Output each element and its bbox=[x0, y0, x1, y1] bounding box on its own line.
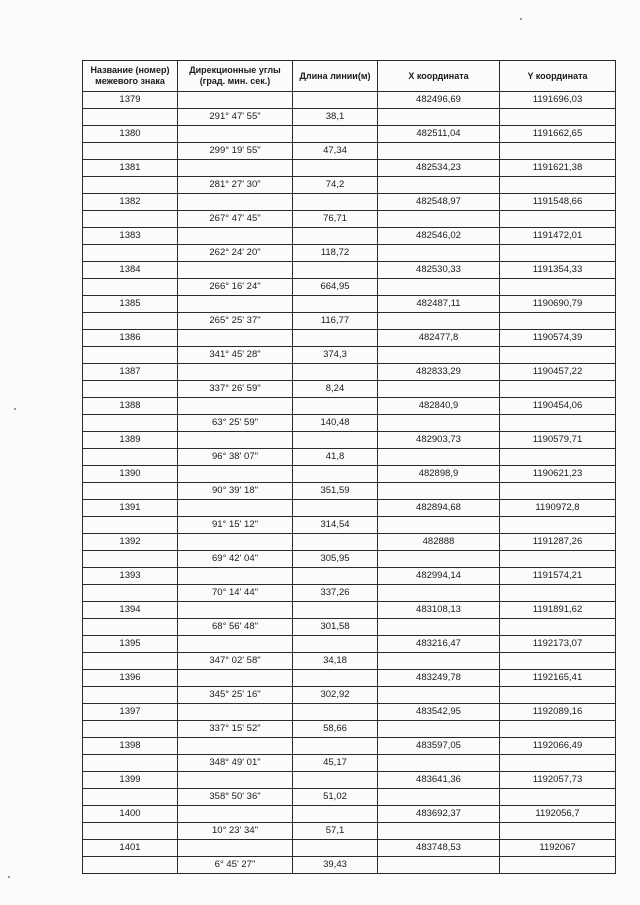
x-cell-empty bbox=[378, 517, 500, 534]
angle-cell: 337° 26' 59" bbox=[178, 381, 293, 398]
name-cell-empty bbox=[83, 381, 178, 398]
name-cell-empty bbox=[83, 619, 178, 636]
x-coordinate-cell: 483597,05 bbox=[378, 738, 500, 755]
point-name-cell: 1393 bbox=[83, 568, 178, 585]
y-cell-empty bbox=[500, 619, 616, 636]
angle-cell-empty bbox=[178, 126, 293, 143]
y-coordinate-cell: 1191548,66 bbox=[500, 194, 616, 211]
name-cell-empty bbox=[83, 721, 178, 738]
y-coordinate-cell: 1192067 bbox=[500, 840, 616, 857]
point-name-cell: 1392 bbox=[83, 534, 178, 551]
name-cell-empty bbox=[83, 857, 178, 874]
segment-row bbox=[83, 415, 616, 432]
point-row bbox=[83, 466, 616, 483]
segment-row bbox=[83, 517, 616, 534]
length-cell: 314,54 bbox=[293, 517, 378, 534]
point-name-cell: 1383 bbox=[83, 228, 178, 245]
point-name-cell: 1387 bbox=[83, 364, 178, 381]
x-coordinate-cell: 483542,95 bbox=[378, 704, 500, 721]
x-cell-empty bbox=[378, 721, 500, 738]
angle-cell: 90° 39' 18" bbox=[178, 483, 293, 500]
x-coordinate-cell: 482894,68 bbox=[378, 500, 500, 517]
point-row bbox=[83, 296, 616, 313]
y-coordinate-cell: 1191696,03 bbox=[500, 92, 616, 109]
y-cell-empty bbox=[500, 653, 616, 670]
y-coordinate-cell: 1192165,41 bbox=[500, 670, 616, 687]
y-cell-empty bbox=[500, 755, 616, 772]
x-coordinate-cell: 482511,04 bbox=[378, 126, 500, 143]
name-cell-empty bbox=[83, 109, 178, 126]
y-coordinate-cell: 1190972,8 bbox=[500, 500, 616, 517]
angle-cell: 6° 45' 27" bbox=[178, 857, 293, 874]
x-cell-empty bbox=[378, 211, 500, 228]
y-coordinate-cell: 1190454,06 bbox=[500, 398, 616, 415]
table-body bbox=[83, 92, 616, 874]
angle-cell: 10° 23' 34" bbox=[178, 823, 293, 840]
x-cell-empty bbox=[378, 279, 500, 296]
boundary-coordinates-table bbox=[82, 60, 616, 874]
x-coordinate-cell: 482477,8 bbox=[378, 330, 500, 347]
segment-row bbox=[83, 211, 616, 228]
x-cell-empty bbox=[378, 789, 500, 806]
x-coordinate-cell: 482888 bbox=[378, 534, 500, 551]
angle-cell: 68° 56' 48" bbox=[178, 619, 293, 636]
header-angle: Дирекционные углы (град. мин. сек.) bbox=[178, 61, 293, 92]
x-cell-empty bbox=[378, 177, 500, 194]
point-name-cell: 1390 bbox=[83, 466, 178, 483]
name-cell-empty bbox=[83, 585, 178, 602]
x-cell-empty bbox=[378, 653, 500, 670]
y-cell-empty bbox=[500, 857, 616, 874]
angle-cell-empty bbox=[178, 568, 293, 585]
length-cell-empty bbox=[293, 840, 378, 857]
segment-row bbox=[83, 279, 616, 296]
point-row bbox=[83, 194, 616, 211]
segment-row bbox=[83, 585, 616, 602]
length-cell-empty bbox=[293, 534, 378, 551]
point-row bbox=[83, 432, 616, 449]
name-cell-empty bbox=[83, 483, 178, 500]
length-cell-empty bbox=[293, 738, 378, 755]
name-cell-empty bbox=[83, 313, 178, 330]
x-cell-empty bbox=[378, 585, 500, 602]
y-cell-empty bbox=[500, 177, 616, 194]
y-cell-empty bbox=[500, 687, 616, 704]
length-cell-empty bbox=[293, 228, 378, 245]
x-cell-empty bbox=[378, 313, 500, 330]
x-cell-empty bbox=[378, 245, 500, 262]
length-cell: 302,92 bbox=[293, 687, 378, 704]
name-cell-empty bbox=[83, 551, 178, 568]
point-name-cell: 1386 bbox=[83, 330, 178, 347]
point-row bbox=[83, 772, 616, 789]
x-coordinate-cell: 483748,53 bbox=[378, 840, 500, 857]
y-cell-empty bbox=[500, 585, 616, 602]
segment-row bbox=[83, 823, 616, 840]
angle-cell-empty bbox=[178, 432, 293, 449]
angle-cell: 347° 02' 58" bbox=[178, 653, 293, 670]
y-cell-empty bbox=[500, 313, 616, 330]
angle-cell-empty bbox=[178, 636, 293, 653]
segment-row bbox=[83, 755, 616, 772]
point-row bbox=[83, 806, 616, 823]
point-name-cell: 1397 bbox=[83, 704, 178, 721]
y-cell-empty bbox=[500, 279, 616, 296]
y-cell-empty bbox=[500, 823, 616, 840]
x-coordinate-cell: 482994,14 bbox=[378, 568, 500, 585]
y-coordinate-cell: 1191287,26 bbox=[500, 534, 616, 551]
angle-cell: 63° 25' 59" bbox=[178, 415, 293, 432]
point-row bbox=[83, 398, 616, 415]
length-cell-empty bbox=[293, 466, 378, 483]
y-cell-empty bbox=[500, 245, 616, 262]
x-coordinate-cell: 482496,69 bbox=[378, 92, 500, 109]
angle-cell-empty bbox=[178, 398, 293, 415]
y-coordinate-cell: 1192057,73 bbox=[500, 772, 616, 789]
length-cell: 38,1 bbox=[293, 109, 378, 126]
segment-row bbox=[83, 381, 616, 398]
header-name: Название (номер) межевого знака bbox=[83, 61, 178, 92]
x-cell-empty bbox=[378, 551, 500, 568]
angle-cell-empty bbox=[178, 602, 293, 619]
angle-cell-empty bbox=[178, 364, 293, 381]
angle-cell-empty bbox=[178, 466, 293, 483]
y-coordinate-cell: 1190690,79 bbox=[500, 296, 616, 313]
point-row bbox=[83, 500, 616, 517]
name-cell-empty bbox=[83, 823, 178, 840]
y-coordinate-cell: 1192066,49 bbox=[500, 738, 616, 755]
x-coordinate-cell: 482530,33 bbox=[378, 262, 500, 279]
length-cell-empty bbox=[293, 806, 378, 823]
y-cell-empty bbox=[500, 109, 616, 126]
name-cell-empty bbox=[83, 517, 178, 534]
scan-speck bbox=[14, 408, 16, 410]
angle-cell: 267° 47' 45" bbox=[178, 211, 293, 228]
point-row bbox=[83, 670, 616, 687]
length-cell: 76,71 bbox=[293, 211, 378, 228]
angle-cell-empty bbox=[178, 738, 293, 755]
point-name-cell: 1379 bbox=[83, 92, 178, 109]
angle-cell: 265° 25' 37" bbox=[178, 313, 293, 330]
name-cell-empty bbox=[83, 449, 178, 466]
length-cell: 351,59 bbox=[293, 483, 378, 500]
angle-cell-empty bbox=[178, 262, 293, 279]
angle-cell-empty bbox=[178, 500, 293, 517]
x-cell-empty bbox=[378, 755, 500, 772]
length-cell-empty bbox=[293, 398, 378, 415]
angle-cell-empty bbox=[178, 330, 293, 347]
angle-cell-empty bbox=[178, 194, 293, 211]
name-cell-empty bbox=[83, 687, 178, 704]
length-cell: 74,2 bbox=[293, 177, 378, 194]
segment-row bbox=[83, 721, 616, 738]
length-cell-empty bbox=[293, 92, 378, 109]
angle-cell: 348° 49' 01" bbox=[178, 755, 293, 772]
length-cell-empty bbox=[293, 670, 378, 687]
length-cell: 47,34 bbox=[293, 143, 378, 160]
segment-row bbox=[83, 347, 616, 364]
length-cell-empty bbox=[293, 432, 378, 449]
segment-row bbox=[83, 483, 616, 500]
name-cell-empty bbox=[83, 755, 178, 772]
x-cell-empty bbox=[378, 823, 500, 840]
point-name-cell: 1398 bbox=[83, 738, 178, 755]
point-name-cell: 1385 bbox=[83, 296, 178, 313]
x-cell-empty bbox=[378, 619, 500, 636]
y-coordinate-cell: 1190621,23 bbox=[500, 466, 616, 483]
y-coordinate-cell: 1190574,39 bbox=[500, 330, 616, 347]
angle-cell-empty bbox=[178, 160, 293, 177]
length-cell-empty bbox=[293, 160, 378, 177]
angle-cell-empty bbox=[178, 806, 293, 823]
y-coordinate-cell: 1190457,22 bbox=[500, 364, 616, 381]
name-cell-empty bbox=[83, 279, 178, 296]
name-cell-empty bbox=[83, 415, 178, 432]
point-row bbox=[83, 330, 616, 347]
y-cell-empty bbox=[500, 347, 616, 364]
point-row bbox=[83, 602, 616, 619]
y-coordinate-cell: 1192089,16 bbox=[500, 704, 616, 721]
x-cell-empty bbox=[378, 381, 500, 398]
x-cell-empty bbox=[378, 483, 500, 500]
point-row bbox=[83, 704, 616, 721]
angle-cell: 299° 19' 55" bbox=[178, 143, 293, 160]
segment-row bbox=[83, 109, 616, 126]
angle-cell: 69° 42' 04" bbox=[178, 551, 293, 568]
y-cell-empty bbox=[500, 517, 616, 534]
point-name-cell: 1399 bbox=[83, 772, 178, 789]
y-cell-empty bbox=[500, 483, 616, 500]
angle-cell-empty bbox=[178, 228, 293, 245]
x-coordinate-cell: 482548,97 bbox=[378, 194, 500, 211]
length-cell: 337,26 bbox=[293, 585, 378, 602]
name-cell-empty bbox=[83, 211, 178, 228]
length-cell: 116,77 bbox=[293, 313, 378, 330]
x-coordinate-cell: 482903,73 bbox=[378, 432, 500, 449]
angle-cell: 291° 47' 55" bbox=[178, 109, 293, 126]
x-coordinate-cell: 483216,47 bbox=[378, 636, 500, 653]
name-cell-empty bbox=[83, 789, 178, 806]
table-header-row bbox=[83, 61, 616, 92]
point-name-cell: 1394 bbox=[83, 602, 178, 619]
length-cell: 57,1 bbox=[293, 823, 378, 840]
y-coordinate-cell: 1191354,33 bbox=[500, 262, 616, 279]
segment-row bbox=[83, 143, 616, 160]
length-cell: 41,8 bbox=[293, 449, 378, 466]
name-cell-empty bbox=[83, 347, 178, 364]
angle-cell: 345° 25' 16" bbox=[178, 687, 293, 704]
y-cell-empty bbox=[500, 211, 616, 228]
segment-row bbox=[83, 551, 616, 568]
segment-row bbox=[83, 177, 616, 194]
x-coordinate-cell: 482534,23 bbox=[378, 160, 500, 177]
y-coordinate-cell: 1192173,07 bbox=[500, 636, 616, 653]
header-length: Длина линии(м) bbox=[293, 61, 378, 92]
y-coordinate-cell: 1191621,38 bbox=[500, 160, 616, 177]
length-cell-empty bbox=[293, 194, 378, 211]
name-cell-empty bbox=[83, 245, 178, 262]
angle-cell: 70° 14' 44" bbox=[178, 585, 293, 602]
scan-speck bbox=[520, 18, 522, 20]
x-coordinate-cell: 483641,36 bbox=[378, 772, 500, 789]
angle-cell-empty bbox=[178, 534, 293, 551]
y-coordinate-cell: 1191662,65 bbox=[500, 126, 616, 143]
name-cell-empty bbox=[83, 653, 178, 670]
segment-row bbox=[83, 789, 616, 806]
point-name-cell: 1380 bbox=[83, 126, 178, 143]
name-cell-empty bbox=[83, 143, 178, 160]
x-cell-empty bbox=[378, 415, 500, 432]
y-coordinate-cell: 1192056,7 bbox=[500, 806, 616, 823]
length-cell: 34,18 bbox=[293, 653, 378, 670]
x-cell-empty bbox=[378, 143, 500, 160]
point-name-cell: 1401 bbox=[83, 840, 178, 857]
point-row bbox=[83, 840, 616, 857]
y-cell-empty bbox=[500, 449, 616, 466]
header-y-coordinate: Y координата bbox=[500, 61, 616, 92]
x-coordinate-cell: 482546,02 bbox=[378, 228, 500, 245]
angle-cell: 96° 38' 07" bbox=[178, 449, 293, 466]
angle-cell-empty bbox=[178, 670, 293, 687]
x-coordinate-cell: 482487,11 bbox=[378, 296, 500, 313]
point-name-cell: 1382 bbox=[83, 194, 178, 211]
scan-speck bbox=[8, 876, 10, 878]
y-cell-empty bbox=[500, 789, 616, 806]
x-cell-empty bbox=[378, 687, 500, 704]
y-cell-empty bbox=[500, 415, 616, 432]
y-cell-empty bbox=[500, 721, 616, 738]
y-coordinate-cell: 1191472,01 bbox=[500, 228, 616, 245]
length-cell-empty bbox=[293, 296, 378, 313]
angle-cell: 341° 45' 28" bbox=[178, 347, 293, 364]
x-cell-empty bbox=[378, 109, 500, 126]
angle-cell-empty bbox=[178, 704, 293, 721]
y-coordinate-cell: 1191891,62 bbox=[500, 602, 616, 619]
length-cell-empty bbox=[293, 330, 378, 347]
angle-cell: 262° 24' 20" bbox=[178, 245, 293, 262]
point-name-cell: 1400 bbox=[83, 806, 178, 823]
point-row bbox=[83, 568, 616, 585]
angle-cell-empty bbox=[178, 92, 293, 109]
length-cell: 51,02 bbox=[293, 789, 378, 806]
length-cell-empty bbox=[293, 568, 378, 585]
x-cell-empty bbox=[378, 347, 500, 364]
y-coordinate-cell: 1191574,21 bbox=[500, 568, 616, 585]
y-coordinate-cell: 1190579,71 bbox=[500, 432, 616, 449]
point-row bbox=[83, 738, 616, 755]
segment-row bbox=[83, 857, 616, 874]
y-cell-empty bbox=[500, 381, 616, 398]
point-row bbox=[83, 534, 616, 551]
point-name-cell: 1396 bbox=[83, 670, 178, 687]
angle-cell: 281° 27' 30" bbox=[178, 177, 293, 194]
x-coordinate-cell: 483249,78 bbox=[378, 670, 500, 687]
segment-row bbox=[83, 653, 616, 670]
name-cell-empty bbox=[83, 177, 178, 194]
angle-cell: 266° 16' 24" bbox=[178, 279, 293, 296]
x-coordinate-cell: 483692,37 bbox=[378, 806, 500, 823]
length-cell: 58,66 bbox=[293, 721, 378, 738]
length-cell-empty bbox=[293, 364, 378, 381]
point-name-cell: 1381 bbox=[83, 160, 178, 177]
point-name-cell: 1388 bbox=[83, 398, 178, 415]
angle-cell: 91° 15' 12" bbox=[178, 517, 293, 534]
point-name-cell: 1389 bbox=[83, 432, 178, 449]
x-coordinate-cell: 482898,9 bbox=[378, 466, 500, 483]
length-cell: 45,17 bbox=[293, 755, 378, 772]
y-cell-empty bbox=[500, 551, 616, 568]
x-coordinate-cell: 483108,13 bbox=[378, 602, 500, 619]
length-cell: 664,95 bbox=[293, 279, 378, 296]
point-name-cell: 1391 bbox=[83, 500, 178, 517]
angle-cell-empty bbox=[178, 840, 293, 857]
point-row bbox=[83, 126, 616, 143]
length-cell-empty bbox=[293, 262, 378, 279]
point-row bbox=[83, 228, 616, 245]
length-cell: 8,24 bbox=[293, 381, 378, 398]
x-cell-empty bbox=[378, 857, 500, 874]
length-cell-empty bbox=[293, 500, 378, 517]
segment-row bbox=[83, 245, 616, 262]
length-cell-empty bbox=[293, 636, 378, 653]
x-coordinate-cell: 482833,29 bbox=[378, 364, 500, 381]
point-row bbox=[83, 262, 616, 279]
segment-row bbox=[83, 313, 616, 330]
length-cell: 305,95 bbox=[293, 551, 378, 568]
point-row bbox=[83, 364, 616, 381]
length-cell-empty bbox=[293, 126, 378, 143]
x-coordinate-cell: 482840,9 bbox=[378, 398, 500, 415]
point-row bbox=[83, 636, 616, 653]
length-cell-empty bbox=[293, 602, 378, 619]
length-cell: 301,58 bbox=[293, 619, 378, 636]
header-x-coordinate: X координата bbox=[378, 61, 500, 92]
x-cell-empty bbox=[378, 449, 500, 466]
length-cell: 140,48 bbox=[293, 415, 378, 432]
segment-row bbox=[83, 619, 616, 636]
point-name-cell: 1384 bbox=[83, 262, 178, 279]
segment-row bbox=[83, 687, 616, 704]
length-cell: 39,43 bbox=[293, 857, 378, 874]
angle-cell: 358° 50' 36" bbox=[178, 789, 293, 806]
angle-cell-empty bbox=[178, 296, 293, 313]
segment-row bbox=[83, 449, 616, 466]
length-cell: 118,72 bbox=[293, 245, 378, 262]
point-row bbox=[83, 160, 616, 177]
length-cell-empty bbox=[293, 772, 378, 789]
angle-cell-empty bbox=[178, 772, 293, 789]
angle-cell: 337° 15' 52" bbox=[178, 721, 293, 738]
length-cell: 374,3 bbox=[293, 347, 378, 364]
point-name-cell: 1395 bbox=[83, 636, 178, 653]
point-row bbox=[83, 92, 616, 109]
y-cell-empty bbox=[500, 143, 616, 160]
length-cell-empty bbox=[293, 704, 378, 721]
